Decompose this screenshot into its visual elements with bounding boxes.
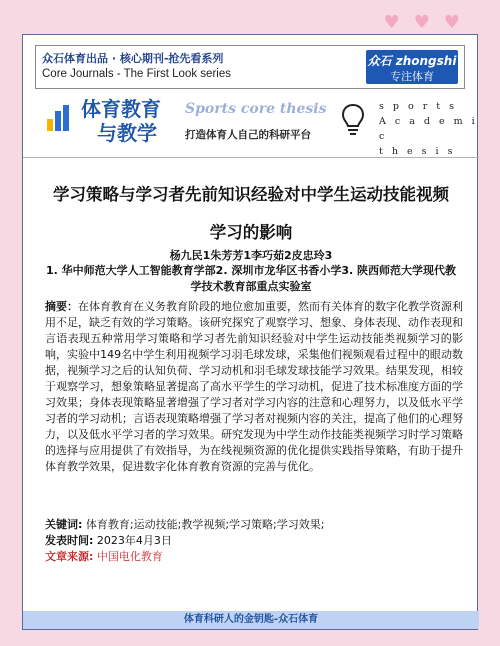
brand-logo <box>366 50 458 84</box>
keywords-label: 关键词: <box>45 518 83 531</box>
paper-authors: 杨九民1朱芳芳1李巧茹2皮忠玲3 <box>169 249 333 262</box>
brand-name: 众石 zhongshi <box>367 54 457 68</box>
series-banner <box>35 45 465 89</box>
journal-title-line1: 体育教育 <box>81 97 161 121</box>
abstract-text: 在体育教育在义务教育阶段的地位愈加重要，然而有关体育的数字化教学资源利用不足，缺乏有效的学习策略。该研究探究了观察学习、想象、身体表现、动作表现和言语表现五种常用学习策略和学习者先前知识经验对中学生运动技能类视频学习的影响，实验中149名中学生利用视频学习羽毛球发球，采集他们视频观看过程中的眼动数据，视频学习之后的认知负荷、学习动机和羽毛球发球技能学习效果。结果发现，相较于观察学习，想象策略显著提高了高水平学生的学习动机，促进了技术标准度方面的学习效果；身体表现策略显著增强了学习者对学习内容的注意和心理努力，以及低水平学习者的学习动机；言语表现策略增强了学习者对视频内容的关注，提高了他们的心理努力，以及低水平学习者的学习效果。研究发现为中学生动作技能类视频学习时学习策略的选择与应用提供了有效指导，为在线视频资源的优化提供实践指导策略，有助于提升体育教学效果，促进数字化体育教育资源的完善与优化。 <box>45 300 463 473</box>
source-label: 文章来源: <box>45 550 94 563</box>
paper-affiliations: 1. 华中师范大学人工智能教育学部2. 深圳市龙华区书香小学3. 陕西师范大学现代教学技术教育部重点实验室 <box>46 264 456 293</box>
paper-title-line1: 学习策略与学习者先前知识经验对中学生运动技能视频 <box>53 185 449 204</box>
journal-slogan: 打造体育人自己的科研平台 <box>185 129 311 141</box>
journal-title-line2: 与教学 <box>97 121 157 145</box>
journal-side-words <box>379 99 479 159</box>
date-row <box>45 533 172 549</box>
side-word: s p o r t s <box>379 101 458 112</box>
series-title-cn: 众石体育出品 · 核心期刊-抢先看系列 <box>42 52 224 65</box>
side-word: t h e s i s <box>379 146 456 157</box>
series-title-en: Core Journals - The First Look series <box>42 68 231 80</box>
abstract-label: 摘要： <box>45 300 78 313</box>
paper-abstract <box>45 299 463 475</box>
heart-icon: ♥ <box>383 12 400 33</box>
journal-header <box>23 91 479 157</box>
bar-chart-icon <box>47 105 73 131</box>
paper-title-line2: 学习的影响 <box>209 223 293 242</box>
article-card <box>22 34 478 630</box>
source-row <box>45 549 163 565</box>
source-value: 中国电化教育 <box>96 550 163 563</box>
keywords-value: 体育教育;运动技能;教学视频;学习策略;学习效果; <box>85 518 325 531</box>
heart-icon: ♥ <box>413 12 430 33</box>
date-value: 2023年4月3日 <box>96 534 172 547</box>
footer-banner: 体育科研人的金钥匙-众石体育 <box>23 611 479 629</box>
decorative-hearts <box>384 14 460 32</box>
brand-tagline: 专注体育 <box>390 70 434 83</box>
keywords-row <box>45 517 324 533</box>
lightbulb-icon <box>341 103 365 137</box>
date-label: 发表时间: <box>45 534 94 547</box>
header-divider <box>23 157 479 158</box>
journal-english-title: Sports core thesis <box>185 101 327 117</box>
side-word: A c a d e m i c <box>379 116 478 142</box>
heart-icon: ♥ <box>443 12 460 33</box>
